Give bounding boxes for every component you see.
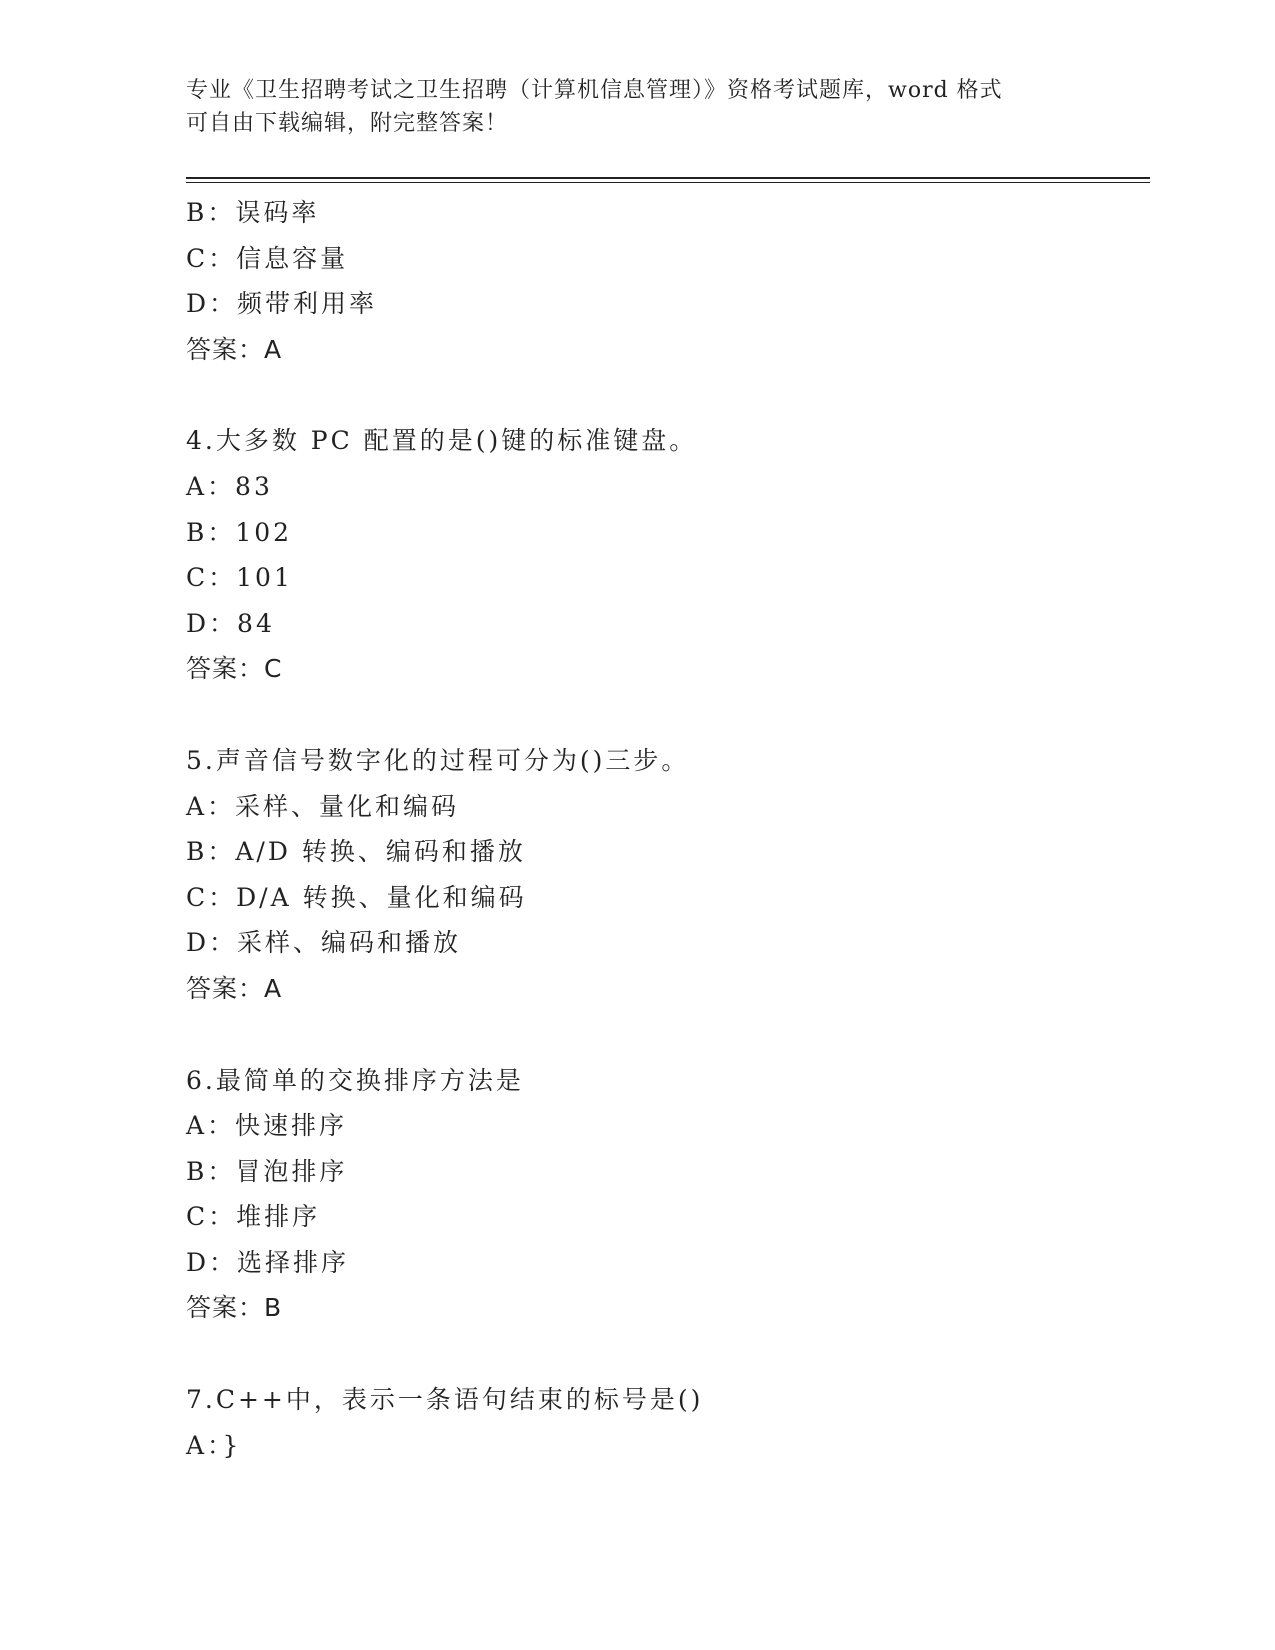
header-rule-thick <box>186 177 1150 179</box>
option-c: C：堆排序 <box>186 1202 321 1232</box>
question-4 <box>186 418 1146 692</box>
header-line-1: 专业《卫生招聘考试之卫生招聘（计算机信息管理）》资格考试题库，word 格式 <box>186 78 1003 103</box>
question-text: 4.大多数 PC 配置的是()键的标准键盘。 <box>186 426 698 456</box>
header-line-2: 可自由下载编辑，附完整答案！ <box>186 111 509 136</box>
question-7 <box>186 1377 1146 1468</box>
question-text: 5.声音信号数字化的过程可分为()三步。 <box>186 745 690 775</box>
option-a: A：} <box>186 1430 242 1460</box>
option-a: A：快速排序 <box>186 1111 348 1141</box>
answer-line: 答案：B <box>186 1293 283 1323</box>
option-c: C：101 <box>186 563 293 593</box>
option-b: B：A/D 转换、编码和播放 <box>186 837 526 867</box>
spacer <box>186 692 1146 738</box>
document-header <box>186 74 1086 140</box>
answer-line: 答案：A <box>186 334 283 364</box>
header-rule-thin <box>186 182 1150 183</box>
option-b: B：102 <box>186 517 293 547</box>
option-a: A：采样、量化和编码 <box>186 791 460 821</box>
answer-line: 答案：A <box>186 973 283 1003</box>
question-6 <box>186 1058 1146 1332</box>
option-d: D：选择排序 <box>186 1247 350 1277</box>
option-d: D：采样、编码和播放 <box>186 928 462 958</box>
question-text: 6.最简单的交换排序方法是 <box>186 1065 524 1095</box>
option-d: D：84 <box>186 608 275 638</box>
option-b: B：冒泡排序 <box>186 1156 348 1186</box>
option-c: C：信息容量 <box>186 243 349 273</box>
spacer <box>186 372 1146 418</box>
option-c: C：D/A 转换、量化和编码 <box>186 882 527 912</box>
question-text: 7.C++中，表示一条语句结束的标号是() <box>186 1385 704 1415</box>
question-5 <box>186 738 1146 1012</box>
question-3 <box>186 190 1146 372</box>
spacer <box>186 1012 1146 1058</box>
option-b: B：误码率 <box>186 198 320 227</box>
option-d: D：频带利用率 <box>186 289 378 319</box>
question-list <box>186 190 1146 1468</box>
option-a: A：83 <box>186 471 273 501</box>
spacer <box>186 1331 1146 1377</box>
answer-line: 答案：C <box>186 654 283 684</box>
